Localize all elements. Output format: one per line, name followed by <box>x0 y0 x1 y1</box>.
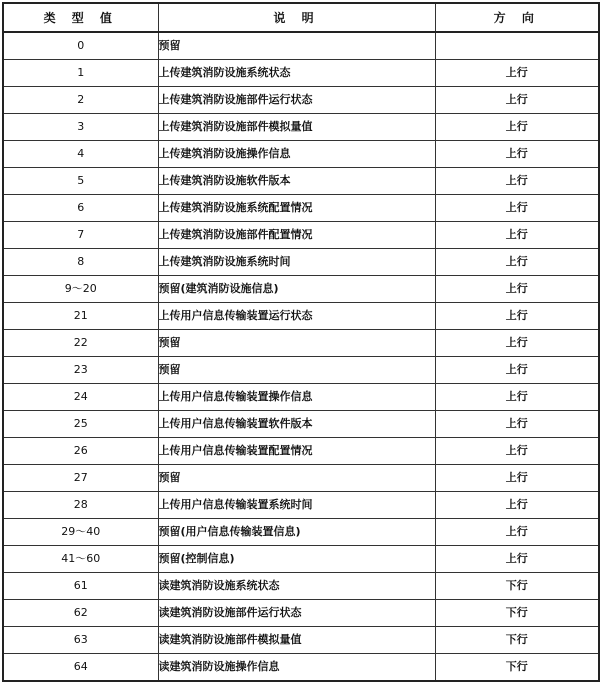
direction-cell: 上行 <box>435 195 599 222</box>
direction-cell: 上行 <box>435 222 599 249</box>
description-cell: 预留 <box>158 465 435 492</box>
description-cell: 读建筑消防设施系统状态 <box>158 573 435 600</box>
table-row <box>3 600 599 627</box>
direction-cell: 下行 <box>435 573 599 600</box>
type-value-cell: 64 <box>3 654 158 682</box>
type-value-cell: 1 <box>3 60 158 87</box>
table-row <box>3 168 599 195</box>
table-row <box>3 141 599 168</box>
description-cell: 读建筑消防设施操作信息 <box>158 654 435 682</box>
type-value-cell: 7 <box>3 222 158 249</box>
description-cell: 上传用户信息传输装置运行状态 <box>158 303 435 330</box>
type-value-cell: 9～20 <box>3 276 158 303</box>
table-row <box>3 573 599 600</box>
table-row <box>3 60 599 87</box>
table-row <box>3 519 599 546</box>
description-cell: 上传用户信息传输装置操作信息 <box>158 384 435 411</box>
type-value-cell: 8 <box>3 249 158 276</box>
type-value-cell: 63 <box>3 627 158 654</box>
table-row <box>3 438 599 465</box>
table-row <box>3 384 599 411</box>
table-header <box>3 3 599 32</box>
type-value-cell: 62 <box>3 600 158 627</box>
direction-cell: 上行 <box>435 384 599 411</box>
type-value-table <box>2 2 600 682</box>
table-row <box>3 276 599 303</box>
direction-cell: 上行 <box>435 141 599 168</box>
description-cell: 上传用户信息传输装置软件版本 <box>158 411 435 438</box>
table-row <box>3 303 599 330</box>
direction-cell: 下行 <box>435 600 599 627</box>
direction-cell: 上行 <box>435 330 599 357</box>
table-row <box>3 222 599 249</box>
table-body <box>3 32 599 681</box>
type-value-cell: 28 <box>3 492 158 519</box>
direction-cell: 上行 <box>435 357 599 384</box>
type-value-cell: 24 <box>3 384 158 411</box>
table-row <box>3 114 599 141</box>
direction-cell: 上行 <box>435 438 599 465</box>
table-row <box>3 357 599 384</box>
type-value-cell: 5 <box>3 168 158 195</box>
description-cell: 预留(建筑消防设施信息) <box>158 276 435 303</box>
table-row <box>3 627 599 654</box>
table-row <box>3 492 599 519</box>
description-cell: 上传建筑消防设施部件模拟量值 <box>158 114 435 141</box>
description-cell: 上传建筑消防设施系统配置情况 <box>158 195 435 222</box>
type-value-cell: 29～40 <box>3 519 158 546</box>
table-row <box>3 249 599 276</box>
direction-cell: 下行 <box>435 627 599 654</box>
table-row <box>3 87 599 114</box>
direction-cell: 上行 <box>435 546 599 573</box>
direction-cell: 下行 <box>435 654 599 682</box>
direction-cell: 上行 <box>435 87 599 114</box>
description-cell: 上传用户信息传输装置系统时间 <box>158 492 435 519</box>
description-cell: 上传建筑消防设施部件运行状态 <box>158 87 435 114</box>
type-value-cell: 21 <box>3 303 158 330</box>
type-value-cell: 4 <box>3 141 158 168</box>
description-cell: 上传建筑消防设施操作信息 <box>158 141 435 168</box>
description-cell: 上传用户信息传输装置配置情况 <box>158 438 435 465</box>
type-value-cell: 23 <box>3 357 158 384</box>
header-direction: 方 向 <box>435 3 599 32</box>
description-cell: 预留(用户信息传输装置信息) <box>158 519 435 546</box>
header-description: 说 明 <box>158 3 435 32</box>
description-cell: 预留 <box>158 330 435 357</box>
type-value-cell: 6 <box>3 195 158 222</box>
table-row <box>3 546 599 573</box>
description-cell: 读建筑消防设施部件运行状态 <box>158 600 435 627</box>
direction-cell: 上行 <box>435 276 599 303</box>
header-row <box>3 3 599 32</box>
header-type-value: 类 型 值 <box>3 3 158 32</box>
description-cell: 上传建筑消防设施软件版本 <box>158 168 435 195</box>
description-cell: 上传建筑消防设施系统时间 <box>158 249 435 276</box>
direction-cell: 上行 <box>435 303 599 330</box>
table-row <box>3 195 599 222</box>
direction-cell: 上行 <box>435 519 599 546</box>
type-value-cell: 27 <box>3 465 158 492</box>
table-row <box>3 654 599 682</box>
description-cell: 读建筑消防设施部件模拟量值 <box>158 627 435 654</box>
type-value-cell: 22 <box>3 330 158 357</box>
description-cell: 上传建筑消防设施部件配置情况 <box>158 222 435 249</box>
direction-cell: 上行 <box>435 60 599 87</box>
description-cell: 预留 <box>158 357 435 384</box>
direction-cell: 上行 <box>435 114 599 141</box>
table-row <box>3 330 599 357</box>
direction-cell: 上行 <box>435 411 599 438</box>
description-cell: 预留 <box>158 32 435 60</box>
description-cell: 上传建筑消防设施系统状态 <box>158 60 435 87</box>
type-value-cell: 26 <box>3 438 158 465</box>
direction-cell: 上行 <box>435 465 599 492</box>
type-value-cell: 25 <box>3 411 158 438</box>
table-row <box>3 465 599 492</box>
description-cell: 预留(控制信息) <box>158 546 435 573</box>
type-value-cell: 3 <box>3 114 158 141</box>
direction-cell: 上行 <box>435 249 599 276</box>
direction-cell: 上行 <box>435 492 599 519</box>
type-value-cell: 2 <box>3 87 158 114</box>
direction-cell: 上行 <box>435 168 599 195</box>
direction-cell <box>435 32 599 60</box>
table-row <box>3 32 599 60</box>
table-row <box>3 411 599 438</box>
type-value-cell: 0 <box>3 32 158 60</box>
type-value-cell: 41～60 <box>3 546 158 573</box>
type-value-cell: 61 <box>3 573 158 600</box>
